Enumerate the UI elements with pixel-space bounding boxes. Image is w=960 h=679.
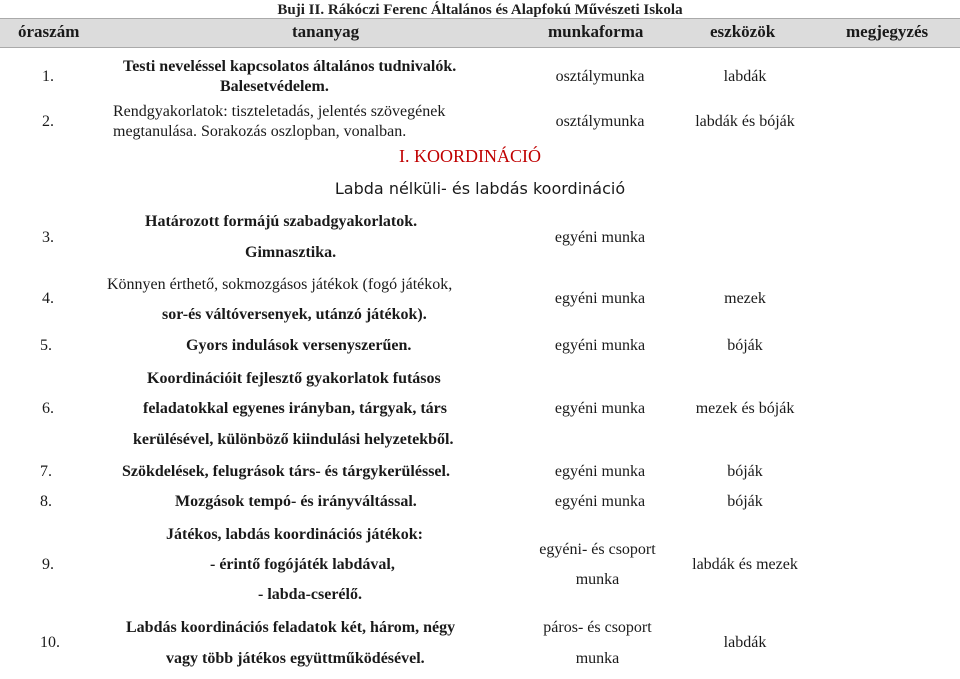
table-row-3-text-line-2: Gimnasztika. <box>245 244 337 261</box>
header-tools: eszközök <box>710 22 776 41</box>
table-row-7-number: 7. <box>40 463 52 480</box>
table-row-10-tools: labdák <box>723 634 767 651</box>
header-notes: megjegyzés <box>846 22 929 41</box>
table-row-6-work-form: egyéni munka <box>554 400 646 417</box>
table-row-6-text-line-1: Koordinációit fejlesztő gyakorlatok futásos <box>147 370 441 387</box>
header-curriculum: tananyag <box>292 22 360 41</box>
table-row-8-text-line-1: Mozgások tempó- és irányváltással. <box>175 493 417 510</box>
table-row-10-work-form-line-1: páros- és csoport <box>543 619 652 636</box>
table-row-6-text-line-2: feladatokkal egyenes irányban, tárgyak, társ <box>143 400 447 417</box>
table-row-8-work-form: egyéni munka <box>554 493 646 510</box>
section-subtitle: Labda nélküli- és labdás koordináció <box>334 179 626 198</box>
table-row-5-tools: bóják <box>727 337 763 354</box>
table-row-1-number: 1. <box>42 68 54 85</box>
table-row-3-text-line-1: Határozott formájú szabadgyakorlatok. <box>145 213 418 230</box>
table-row-2-tools: labdák és bóják <box>695 113 795 130</box>
table-row-1-tools: labdák <box>723 68 767 85</box>
table-row-8-number: 8. <box>40 493 52 510</box>
header-lesson-number: óraszám <box>18 22 80 41</box>
table-row-8-tools: bóják <box>727 493 763 510</box>
table-row-4-text-line-1: Könnyen érthető, sokmozgásos játékok (fogó játékok, <box>107 276 453 293</box>
table-row-5-work-form: egyéni munka <box>554 337 646 354</box>
table-row-5-number: 5. <box>40 337 52 354</box>
table-row-4-work-form: egyéni munka <box>554 290 646 307</box>
table-row-7-tools: bóják <box>727 463 763 480</box>
table-row-7-work-form: egyéni munka <box>554 463 646 480</box>
table-row-9-text-line-2: - érintő fogójáték labdával, <box>210 556 395 573</box>
table-row-2-number: 2. <box>42 113 54 130</box>
table-row-6-text-line-3: kerülésével, különböző kiindulási helyzetekből. <box>133 431 454 448</box>
table-row-10-text-line-1: Labdás koordinációs feladatok két, három, négy <box>126 619 456 636</box>
table-row-9-tools: labdák és mezek <box>692 556 798 573</box>
table-row-4-number: 4. <box>42 290 54 307</box>
table-header <box>0 18 960 48</box>
table-row-9-number: 9. <box>42 556 54 573</box>
table-row-9-work-form-line-1: egyéni- és csoport <box>539 541 656 558</box>
table-row-1-work-form: osztálymunka <box>555 68 645 85</box>
table-row-10-text-line-2: vagy több játékos együttműködésével. <box>166 650 425 667</box>
table-row-9-text-line-3: - labda-cserélő. <box>258 586 362 603</box>
table-row-2-work-form: osztálymunka <box>555 113 645 130</box>
table-row-3-number: 3. <box>42 229 54 246</box>
table-row-7-text-line-1: Szökdelések, felugrások társ- és tárgykerüléssel. <box>122 463 450 480</box>
table-row-10-work-form-line-2: munka <box>575 650 620 667</box>
table-row-9-text-line-1: Játékos, labdás koordinációs játékok: <box>166 526 423 543</box>
school-name: Buji II. Rákóczi Ferenc Általános és Alapfokú Művészeti Iskola <box>277 2 683 18</box>
header-work-form: munkaforma <box>548 22 644 41</box>
section-title: I. KOORDINÁCIÓ <box>399 146 541 166</box>
table-row-4-tools: mezek <box>724 290 766 307</box>
table-row-6-number: 6. <box>42 400 54 417</box>
table-row-1-text-line-1: Testi neveléssel kapcsolatos általános tudnivalók. <box>123 58 457 75</box>
table-row-10-number: 10. <box>40 634 60 651</box>
table-row-1-text-line-2: Balesetvédelem. <box>220 78 329 95</box>
table-row-6-tools: mezek és bóják <box>695 400 795 417</box>
table-row-2-text-line-2: megtanulása. Sorakozás oszlopban, vonalban. <box>113 123 407 140</box>
table-row-5-text-line-1: Gyors indulások versenyszerűen. <box>186 337 412 354</box>
table-row-2-text-line-1: Rendgyakorlatok: tiszteletadás, jelentés szövegének <box>113 103 446 120</box>
table-row-9-work-form-line-2: munka <box>575 571 620 588</box>
table-row-4-text-line-2: sor-és váltóversenyek, utánzó játékok). <box>162 306 427 323</box>
table-row-3-work-form: egyéni munka <box>554 229 646 246</box>
